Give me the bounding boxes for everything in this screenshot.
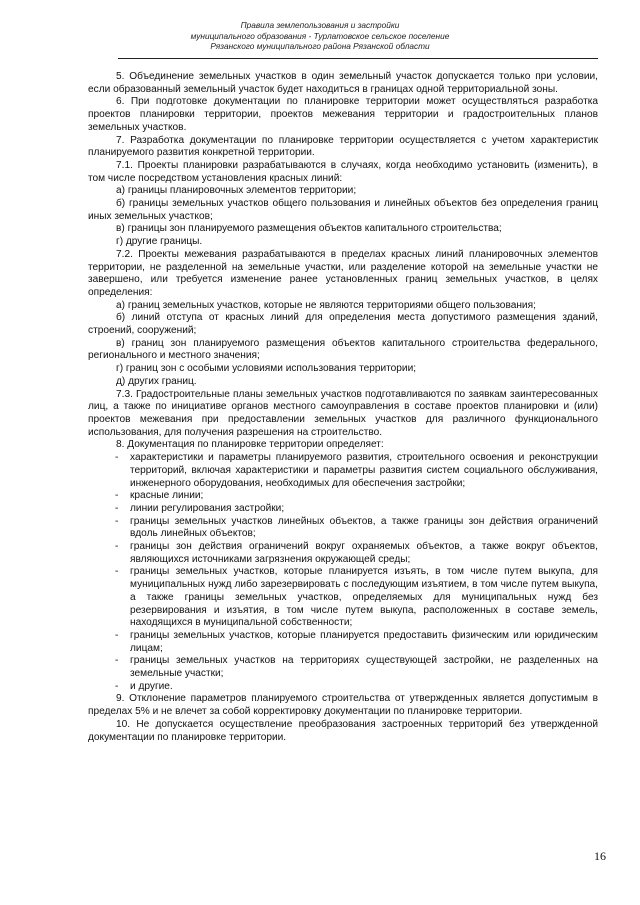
- list-item: [88, 541, 598, 566]
- header-line-2: муниципального образования - Турлатовское сельское поселение: [190, 30, 450, 41]
- list-item-text: характеристики и параметры планируемого развития, строительного освоения и реконструкции территорий, включая характеристики и параметры развития систем социального обслуживания, инженерного оборудования, необходимых для обеспечения застройки;: [130, 452, 598, 489]
- list-marker: -: [115, 680, 119, 692]
- paragraph-7: 7. Разработка документации по планировке территории осуществляется с учетом характеристик планируемого развития конкретной территории.: [88, 134, 598, 159]
- list-item-text: красные линии;: [130, 490, 204, 502]
- list-marker: -: [115, 502, 119, 514]
- paragraph-7-1-b: б) границы земельных участков общего пользования и линейных объектов без определения границ иных земельных участков;: [88, 198, 598, 222]
- paragraph-7-1-v: в) границы зон планируемого размещения объектов капитального строительства;: [116, 223, 502, 235]
- list-item: [88, 655, 598, 680]
- list-item: [88, 630, 598, 655]
- list-marker: -: [115, 452, 119, 464]
- list-item-text: границы земельных участков, которые планируется предоставить физическим или юридическим лицам;: [130, 629, 598, 654]
- running-header: [120, 20, 520, 52]
- list-marker: -: [115, 655, 119, 667]
- list-item-text: границы земельных участков на территориях существующей застройки, не разделенных на земельные участки;: [130, 655, 598, 680]
- paragraph-10: 10. Не допускается осуществление преобразования застроенных территорий без утвержденной документации по планировке территории.: [88, 718, 598, 743]
- header-line-3: Рязанского муниципального района Рязанской области: [210, 41, 430, 51]
- document-body: [88, 71, 598, 744]
- paragraph-7-2-b: б) линий отступа от красных линий для определения места допустимого размещения зданий, строений, сооружений;: [88, 312, 598, 337]
- list-item-text: границы зон действия ограничений вокруг охраняемых объектов, а также вокруг объектов, являющихся источниками загрязнения окружающей среды;: [130, 541, 598, 565]
- paragraph-7-1-a: а) границы планировочных элементов территории;: [116, 185, 357, 197]
- list-item: [88, 452, 598, 490]
- paragraph-7-1-g: г) другие границы.: [116, 236, 203, 248]
- list-marker: -: [115, 541, 119, 553]
- list-marker: -: [115, 490, 119, 502]
- list-marker: -: [115, 629, 119, 641]
- list-item-text: и другие.: [130, 680, 173, 692]
- list-item: [88, 503, 598, 516]
- paragraph-7-2-d: д) других границ.: [116, 375, 197, 387]
- paragraph-7-2-v: в) границ зон планируемого размещения объектов капитального строительства федерального, регионального и местного значения;: [88, 337, 598, 362]
- list-item: [88, 681, 598, 694]
- paragraph-6: 6. При подготовке документации по планировке территории может осуществляться разработка проектов планировки территории, проектов межевания территории и градостроительных планов земельных участков.: [88, 96, 598, 133]
- paragraph-7-1: 7.1. Проекты планировки разрабатываются в случаях, когда необходимо установить (изменить), в том числе посредством установления красных линий:: [88, 159, 598, 184]
- list-marker: -: [115, 515, 119, 527]
- paragraph-9: 9. Отклонение параметров планируемого строительства от утвержденных является допустимым в пределах 5% и не влечет за собой корректировку документации по планировке территории.: [88, 693, 598, 718]
- list-item-text: границы земельных участков линейных объектов, а также границы зон действия ограничений вдоль линейных объектов;: [130, 515, 598, 540]
- paragraph-8: 8. Документация по планировке территории определяет:: [116, 439, 384, 451]
- list-item-text: линии регулирования застройки;: [130, 502, 285, 514]
- determination-list: [88, 452, 598, 693]
- paragraph-5: 5. Объединение земельных участков в один земельный участок допускается только при условии, если образованный земельный участок будет находиться в границах одной территориальной зоны.: [88, 71, 598, 95]
- paragraph-7-2: 7.2. Проекты межевания разрабатываются в пределах красных линий планировочных элементов территории, не разделенной на земельные участки, или разделение которой на земельные участки не завершено, или требуется изменение ранее установленных границ земельных участков, в целях определения:: [88, 248, 598, 298]
- header-line-1: Правила землепользования и застройки: [240, 20, 400, 30]
- list-item: [88, 566, 598, 630]
- list-marker: -: [115, 566, 119, 578]
- paragraph-7-2-g: г) границ зон с особыми условиями использования территории;: [116, 363, 417, 375]
- header-rule: [118, 58, 598, 59]
- page-number: 16: [594, 849, 606, 863]
- paragraph-7-3: 7.3. Градостроительные планы земельных участков подготавливаются по заявкам заинтересованных лиц, а также по инициативе органов местного самоуправления в составе проектов планировки и (или) проектов межевания при предоставлении земельных участков для различного функционального использования, для получения разрешения на строительство.: [88, 388, 598, 438]
- list-item: [88, 516, 598, 541]
- paragraph-7-2-a: а) границ земельных участков, которые не являются территориями общего пользования;: [116, 299, 536, 311]
- list-item: [88, 490, 598, 503]
- list-item-text: границы земельных участков, которые планируется изъять, в том числе путем выкупа, для муниципальных нужд либо зарезервировать с последующим изъятием, в том числе путем выкупа, а также границы земельных участков, определяемых для муниципальных нужд без резервирования и изъятия, в том числе путем выкупа, расположенных в составе земель, находящихся в муниципальной собственности;: [130, 566, 598, 629]
